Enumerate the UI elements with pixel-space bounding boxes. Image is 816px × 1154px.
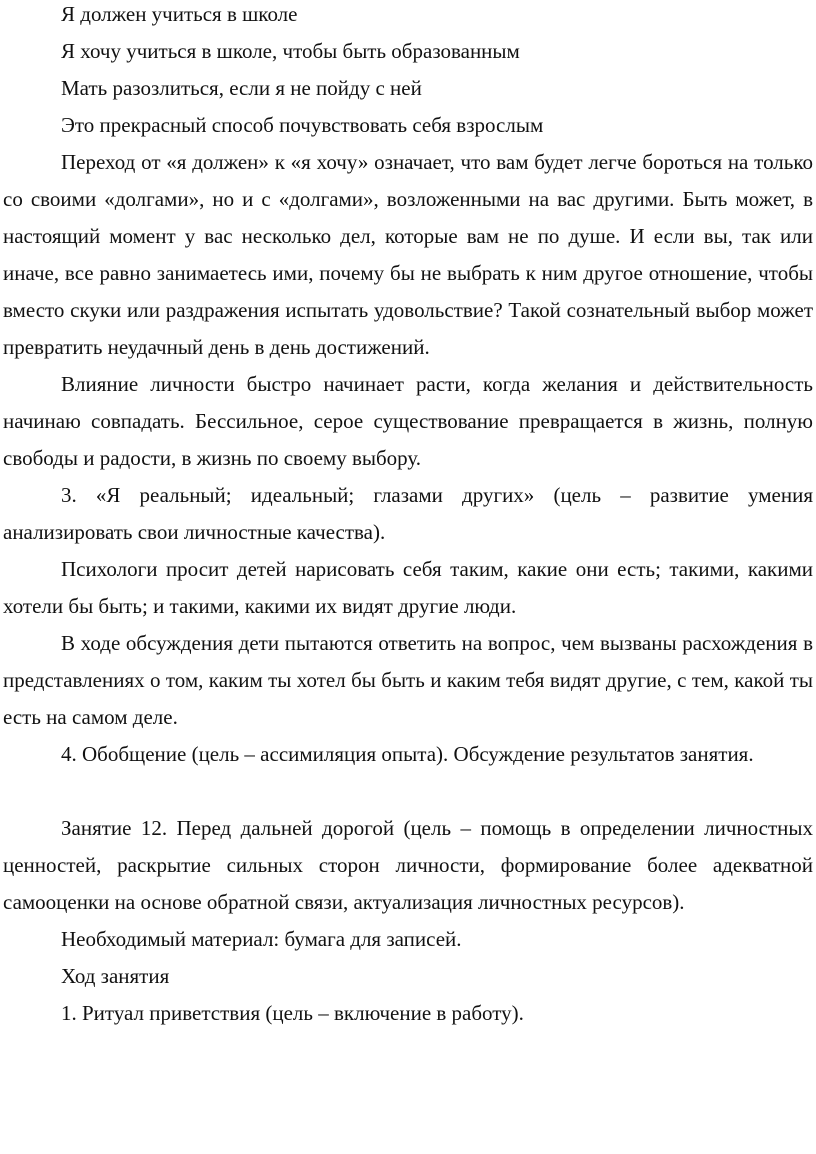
- lesson-12-title: Занятие 12. Перед дальней дорогой (цель – помощь в определении личностных ценностей, раскрытие сильных сторон личности, формирование более адекватной самооценки на основе обратной связи, актуализация личностных ресурсов).: [3, 816, 813, 914]
- paragraph-influence: Влияние личности быстро начинает расти, когда желания и действительность начинаю совпадать. Бессильное, серое существование превращается в жизнь, полную свободы и радости, в жизнь по своему выбору.: [3, 372, 813, 470]
- statement-line-4: Это прекрасный способ почувствовать себя взрослым: [61, 113, 544, 137]
- exercise-3-discussion: В ходе обсуждения дети пытаются ответить на вопрос, чем вызваны расхождения в представлениях о том, каким ты хотел бы быть и каким тебя видят другие, с тем, какой ты есть на самом деле.: [3, 631, 813, 729]
- step-1-greeting-ritual: 1. Ритуал приветствия (цель – включение в работу).: [61, 1001, 524, 1025]
- lesson-progress-heading: Ход занятия: [61, 964, 170, 988]
- section-spacer: [3, 773, 813, 810]
- materials-line: Необходимый материал: бумага для записей.: [61, 927, 462, 951]
- exercise-3-title: 3. «Я реальный; идеальный; глазами других» (цель – развитие умения анализировать свои личностные качества).: [3, 483, 813, 544]
- exercise-3-instruction: Психологи просит детей нарисовать себя таким, какие они есть; такими, какими хотели бы быть; и такими, какими их видят другие люди.: [3, 557, 813, 618]
- statement-line-3: Мать разозлиться, если я не пойду с ней: [61, 76, 422, 100]
- statement-line-2: Я хочу учиться в школе, чтобы быть образованным: [61, 39, 520, 63]
- statement-line-1: Я должен учиться в школе: [61, 2, 298, 26]
- paragraph-transition: Переход от «я должен» к «я хочу» означает, что вам будет легче бороться на только со своими «долгами», но и с «долгами», возложенными на вас другими. Быть может, в настоящий момент у вас несколько дел, которые вам не по душе. И если вы, так или иначе, все равно занимаетесь ими, почему бы не выбрать к ним другое отношение, чтобы вместо скуки или раздражения испытать удовольствие? Такой сознательный выбор может превратить неудачный день в день достижений.: [3, 150, 813, 359]
- exercise-4-summary: 4. Обобщение (цель – ассимиляция опыта). Обсуждение результатов занятия.: [61, 742, 754, 766]
